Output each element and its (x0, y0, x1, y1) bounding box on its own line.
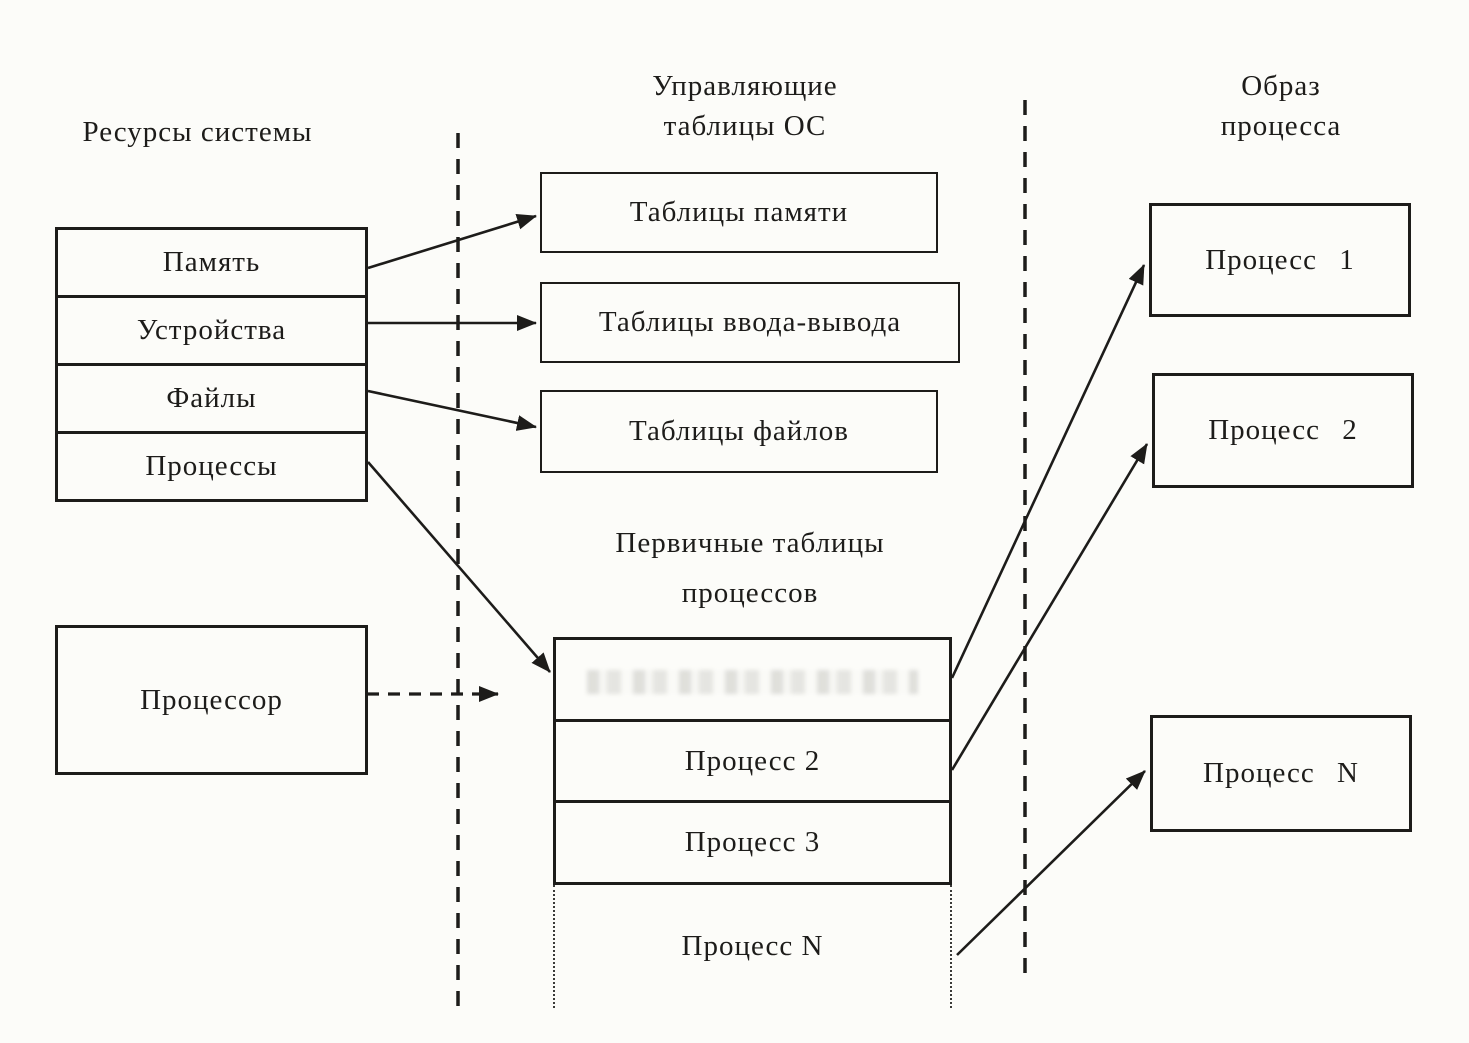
resource-files: Файлы (58, 366, 365, 434)
system-resources-stack (55, 227, 368, 502)
io-tables-box: Таблицы ввода-вывода (540, 282, 960, 363)
heading-process-image-line2: процесса (1220, 110, 1342, 142)
heading-os-control-tables (590, 66, 900, 146)
arrow-row1-to-process1-image (952, 265, 1144, 678)
arrow-files-to-file-tables (368, 391, 536, 427)
memory-tables-box: Таблицы памяти (540, 172, 938, 253)
processor-box: Процессор (55, 625, 368, 775)
process-table-row-n: Процесс N (553, 885, 952, 1008)
resource-devices: Устройства (58, 298, 365, 366)
process-table-row-3: Процесс 3 (684, 826, 821, 859)
resource-processes: Процессы (145, 450, 278, 482)
arrow-memory-to-memory-tables (368, 216, 536, 268)
arrow-processes-to-process-table (368, 462, 550, 672)
heading-primary-process-tables (555, 518, 945, 618)
heading-primary-process-tables-line2: процессов (681, 577, 819, 609)
arrow-row2-to-process2-image (952, 444, 1147, 770)
heading-process-image-line1: Образ (1241, 70, 1321, 102)
heading-os-control-tables-line2: таблицы ОС (663, 110, 827, 142)
file-tables-box: Таблицы файлов (540, 390, 938, 473)
arrow-rowN-to-processN-image (957, 771, 1145, 955)
resource-memory: Память (58, 230, 365, 298)
process-table-row-2: Процесс 2 (556, 722, 949, 804)
process-image-1-box: Процесс 1 (1149, 203, 1411, 317)
process-table-row-1 (556, 640, 949, 722)
heading-process-image (1150, 66, 1412, 146)
primary-process-table-stack (553, 637, 952, 885)
faded-print-artifact (587, 670, 917, 694)
process-image-n-box: Процесс N (1150, 715, 1412, 832)
process-image-2-box: Процесс 2 (1152, 373, 1414, 488)
heading-os-control-tables-line1: Управляющие (652, 70, 838, 102)
heading-system-resources: Ресурсы системы (82, 116, 313, 148)
heading-primary-process-tables-line1: Первичные таблицы (615, 527, 885, 559)
